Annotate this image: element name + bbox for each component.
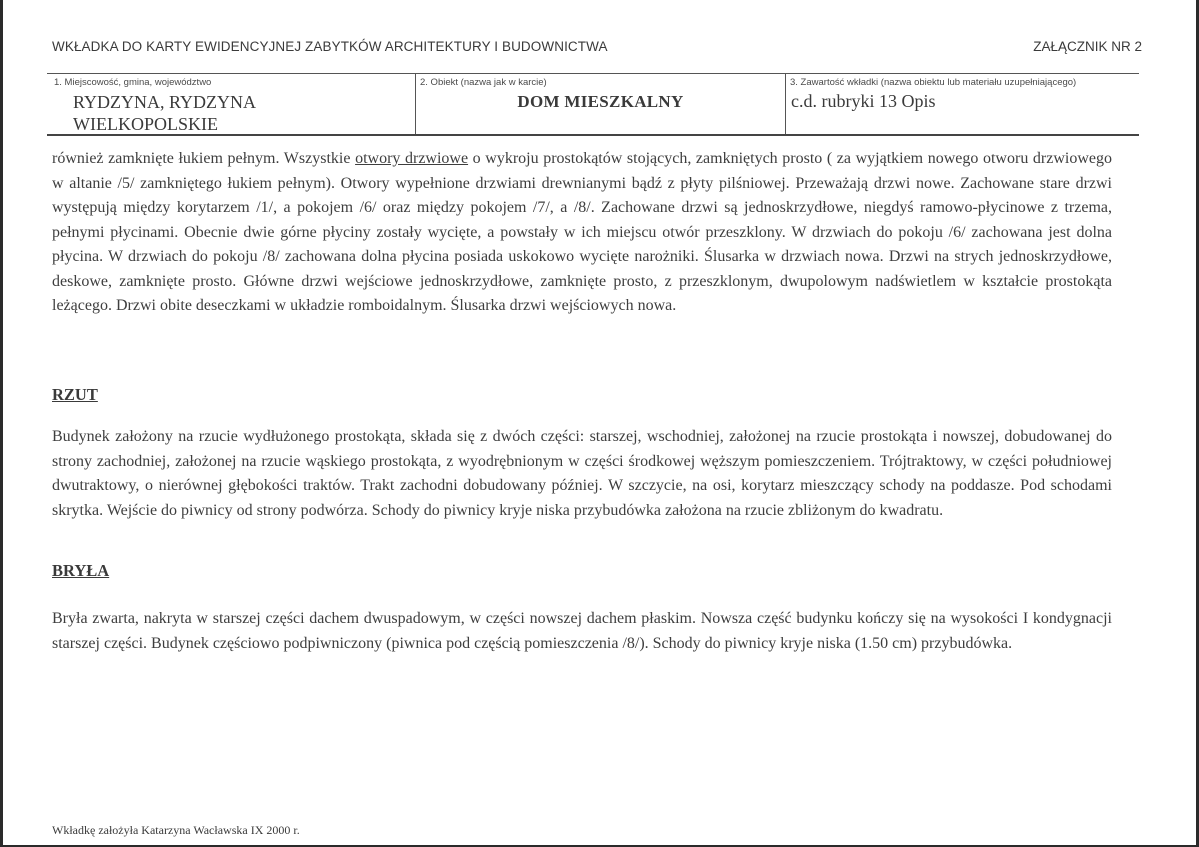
intro-underlined-term: otwory drzwiowe [355, 150, 469, 167]
section-heading-rzut: RZUT [52, 385, 98, 404]
locality-line-2: WIELKOPOLSKIE [73, 114, 218, 134]
field-locality-label: 1. Miejscowość, gmina, województwo [54, 77, 212, 88]
page-edge-left [0, 0, 3, 847]
field-object [415, 74, 785, 134]
form-title: WKŁADKA DO KARTY EWIDENCYJNEJ ZABYTKÓW ARCHITEKTURY I BUDOWNICTWA [52, 39, 608, 54]
locality-line-1: RYDZYNA, RYDZYNA [73, 92, 257, 112]
field-locality-value [73, 91, 256, 135]
section-heading-bryla: BRYŁA [52, 561, 110, 580]
field-locality [47, 74, 415, 134]
section-text-bryla: Bryła zwarta, nakryta w starszej części dachem dwuspadowym, w części nowszej dachem płaskim. Nowsza część budynku kończy się na wysokości I kondygnacji starszej części. Budynek częściowo podpiwniczony (piwnica pod częścią pomieszczenia /8/). Schody do piwnicy kryje niska (1.50 cm) przybudówka. [52, 610, 1112, 652]
field-contents-value: c.d. rubryki 13 Opis [791, 91, 936, 111]
field-contents [785, 74, 1139, 134]
intro-text-end: o wykroju prostokątów stojących, zamkniętych prosto ( za wyjątkiem nowego otworu drzwiowego w altanie /5/ zamkniętego łukiem pełnym). Otwory wypełnione drzwiami drewnianymi bądź z płyty pilśniowej. Przeważają drzwi nowe. Zachowane stare drzwi występują między korytarzem /1/, a pokojem /6/ oraz między pokojem /7/, a /8/. Zachowane drzwi są jednoskrzydłowe, niegdyś ramowo-płycinowe z trzema, pełnymi płycinami. Obecnie dwie górne płyciny zostały wycięte, a powstały w ich miejscu otwór przeszklony. W drzwiach do pokoju /6/ zachowana jest dolna płycina. W drzwiach do pokoju /8/ zachowana dolna płycina posiada uskokowo wycięte narożniki. Ślusarka w drzwiach nowa. Drzwi na strych jednoskrzydłowe, deskowe, zamknięte prosto. Główne drzwi wejściowe jednoskrzydłowe, zamknięte prosto, z przeszklonym, dwupolowym nadświetlem w kształcie prostokąta leżącego. Drzwi obite deseczkami w układzie romboidalnym. Ślusarka drzwi wejściowych nowa. [52, 150, 1112, 314]
header-fields [47, 73, 1139, 136]
field-object-label: 2. Obiekt (nazwa jak w karcie) [420, 77, 547, 88]
annex-number: ZAŁĄCZNIK NR 2 [1033, 39, 1142, 54]
field-contents-label: 3. Zawartość wkładki (nazwa obiektu lub materiału uzupełniającego) [790, 77, 1077, 88]
intro-paragraph [52, 147, 1112, 319]
section-text-rzut: Budynek założony na rzucie wydłużonego prostokąta, składa się z dwóch części: starszej, wschodniej, założonej na rzucie prostokąta i nowszej, dobudowanej do strony zachodniej, założonej na rzucie wąskiego prostokąta, z wyodrębnionym w części środkowej węższym pomieszczeniem. Trójtraktowy, w części południowej dwutraktowy, o nierównej głębokości traktów. Trakt zachodni dobudowany później. W szczycie, na osi, korytarz mieszczący schody na poddasze. Pod schodami skrytka. Wejście do piwnicy od strony podwórza. Schody do piwnicy kryje niska przybudówka założona na rzucie zbliżonym do kwadratu. [52, 428, 1112, 519]
intro-text-start: również zamknięte łukiem pełnym. Wszystkie [52, 150, 356, 167]
field-object-value: DOM MIESZKALNY [517, 92, 684, 111]
footer-note: Wkładkę założyła Katarzyna Wacławska IX 2000 r. [52, 823, 300, 837]
